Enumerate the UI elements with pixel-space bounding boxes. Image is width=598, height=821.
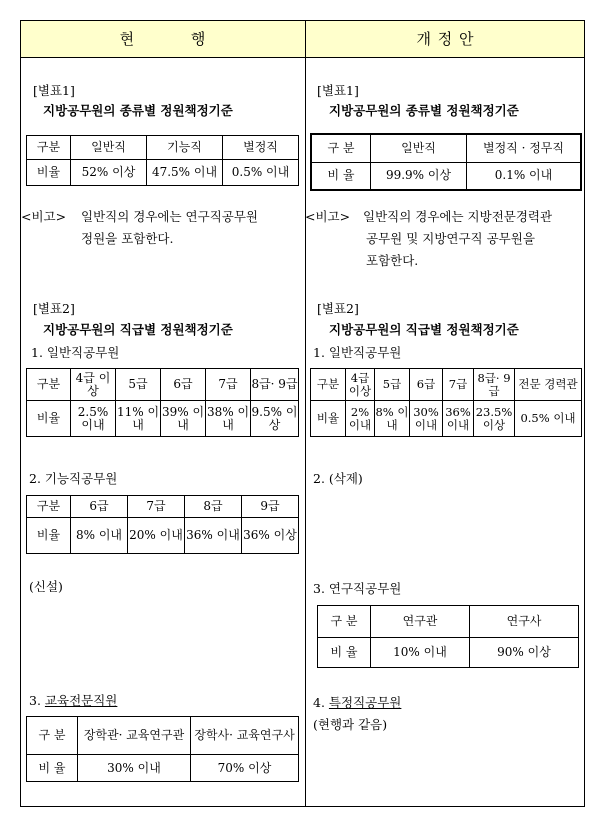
cell: 23.5% 이상: [474, 401, 515, 437]
right-section2-title: 2. (삭제): [313, 471, 363, 486]
cell: 구 분: [311, 134, 371, 162]
cell: 구분: [311, 369, 346, 401]
left-type-table: [26, 135, 299, 186]
cell: 0.5% 이내: [223, 160, 299, 186]
cell: 비율: [27, 518, 71, 554]
cell: 6급: [161, 369, 206, 401]
cell: 99.9% 이상: [371, 162, 467, 190]
cell: 비 율: [27, 755, 78, 782]
cell: 별정직: [223, 136, 299, 160]
cell: 90% 이상: [470, 638, 579, 668]
cell: 70% 이상: [191, 755, 299, 782]
cell: 47.5% 이내: [147, 160, 223, 186]
cell: 30% 이내: [410, 401, 443, 437]
left-section2-title: 2. 기능직공무원: [29, 471, 118, 486]
cell: 4급 이상: [346, 369, 375, 401]
right-section4-note: (현행과 같음): [313, 717, 388, 732]
cell: 0.5% 이내: [515, 401, 582, 437]
left-grade-table: [26, 368, 299, 437]
cell: 8% 이내: [375, 401, 410, 437]
cell: 6급: [71, 496, 128, 518]
right-table2-title: 지방공무원의 직급별 정원책정기준: [329, 322, 519, 337]
header-row: [21, 21, 584, 58]
left-table2-label: [별표2]: [33, 301, 75, 316]
cell: 구분: [27, 496, 71, 518]
header-current: 현 행: [119, 30, 207, 48]
right-note-line1: 일반직의 경우에는 지방전문경력관: [363, 209, 553, 224]
left-table2-title: 지방공무원의 직급별 정원책정기준: [43, 322, 233, 337]
comparison-frame: [20, 20, 585, 807]
cell: 2.5% 이내: [71, 401, 116, 437]
right-note-line3: 포함한다.: [366, 253, 419, 268]
cell: 별정직 · 정무직: [467, 134, 582, 162]
cell: 장학관· 교육연구관: [78, 717, 191, 755]
cell: 11% 이내: [116, 401, 161, 437]
right-table2-label: [별표2]: [317, 301, 359, 316]
cell: 20% 이내: [128, 518, 185, 554]
left-note-line1: 일반직의 경우에는 연구직공무원: [81, 209, 258, 224]
left-section1-title: 1. 일반직공무원: [31, 345, 120, 360]
cell: 0.1% 이내: [467, 162, 582, 190]
right-section4-num: 4.: [313, 695, 325, 710]
cell: 일반직: [371, 134, 467, 162]
cell: 비율: [27, 160, 71, 186]
cell: 7급: [443, 369, 474, 401]
left-table1-title: 지방공무원의 종류별 정원책정기준: [43, 103, 233, 118]
left-section3-name: 교육전문직원: [44, 693, 118, 708]
cell: 연구관: [371, 606, 470, 638]
cell: 비 율: [311, 162, 371, 190]
cell: 10% 이내: [371, 638, 470, 668]
right-type-table: [310, 133, 582, 191]
right-section1-title: 1. 일반직공무원: [313, 345, 402, 360]
cell: 2% 이내: [346, 401, 375, 437]
right-section4-name: 특정직공무원: [328, 695, 402, 710]
left-function-table: [26, 495, 299, 554]
left-new-note: (신설): [29, 579, 63, 594]
cell: 36% 이내: [185, 518, 242, 554]
cell: 비 율: [318, 638, 371, 668]
cell: 장학사· 교육연구사: [191, 717, 299, 755]
right-section4-title: [313, 693, 401, 711]
cell: 구 분: [318, 606, 371, 638]
left-table1-label: [별표1]: [33, 83, 75, 98]
cell: 5급: [375, 369, 410, 401]
cell: 39% 이내: [161, 401, 206, 437]
cell: 7급: [128, 496, 185, 518]
cell: 전문 경력관: [515, 369, 582, 401]
right-table1-label: [별표1]: [317, 83, 359, 98]
cell: 4급 이상: [71, 369, 116, 401]
cell: 36% 이내: [443, 401, 474, 437]
cell: 8급· 9급: [251, 369, 299, 401]
cell: 5급: [116, 369, 161, 401]
right-note-prefix: <비고>: [305, 209, 351, 224]
cell: 38% 이내: [206, 401, 251, 437]
right-grade-table: [310, 368, 582, 437]
cell: 일반직: [71, 136, 147, 160]
header-proposed: 개 정 안: [416, 30, 475, 48]
cell: 6급: [410, 369, 443, 401]
cell: 8급: [185, 496, 242, 518]
left-edu-table: [26, 716, 299, 782]
cell: 비율: [311, 401, 346, 437]
left-note-line2: 정원을 포함한다.: [81, 231, 174, 246]
right-research-table: [317, 605, 579, 668]
right-note-line2: 공무원 및 지방연구직 공무원을: [366, 231, 535, 246]
right-table1-title: 지방공무원의 종류별 정원책정기준: [329, 103, 519, 118]
right-section3-title: 3. 연구직공무원: [313, 581, 402, 596]
cell: 비율: [27, 401, 71, 437]
cell: 구 분: [27, 717, 78, 755]
left-section3-num: 3.: [29, 693, 41, 708]
column-divider: [305, 21, 306, 806]
cell: 7급: [206, 369, 251, 401]
cell: 52% 이상: [71, 160, 147, 186]
cell: 36% 이상: [242, 518, 299, 554]
cell: 30% 이내: [78, 755, 191, 782]
left-section3-title: [29, 691, 117, 709]
cell: 연구사: [470, 606, 579, 638]
cell: 8급· 9급: [474, 369, 515, 401]
cell: 9급: [242, 496, 299, 518]
cell: 기능직: [147, 136, 223, 160]
left-note-prefix: <비고>: [21, 209, 67, 224]
cell: 9.5% 이상: [251, 401, 299, 437]
cell: 구분: [27, 136, 71, 160]
cell: 8% 이내: [71, 518, 128, 554]
cell: 구분: [27, 369, 71, 401]
